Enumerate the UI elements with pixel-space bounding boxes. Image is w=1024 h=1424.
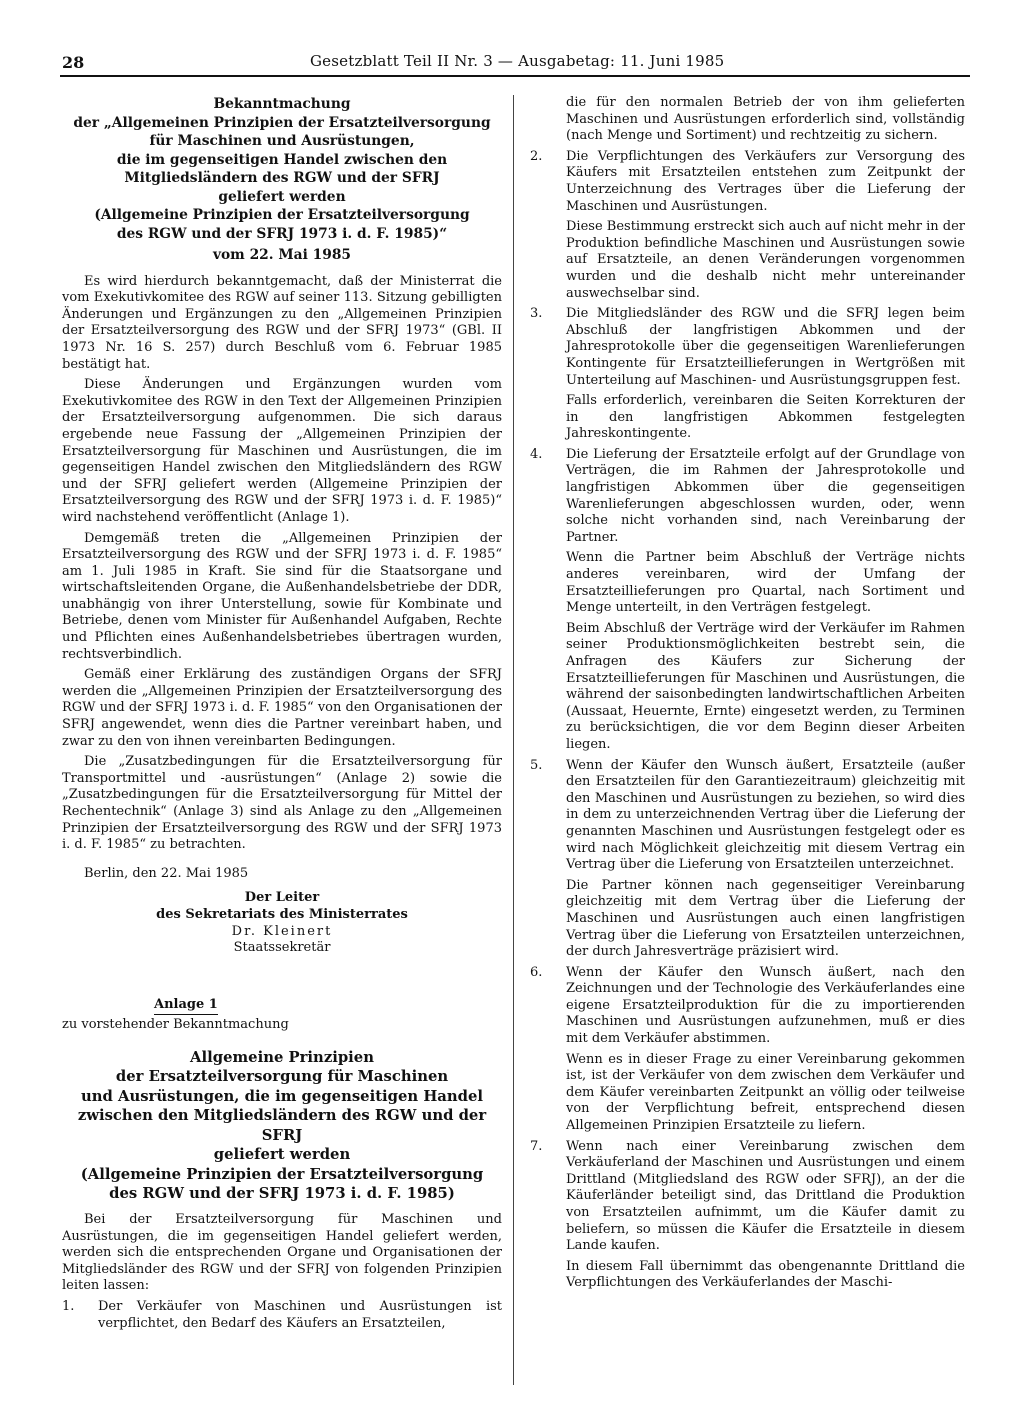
item-number: 1. [62,1298,75,1314]
title-line: für Maschinen und Ausrüstungen, [149,133,415,149]
right-column [530,95,965,1296]
item-number: 2. [530,148,543,164]
body-paragraph: Die „Zusatzbedingungen für die Ersatzteilversorgung für Transportmittel und -ausrüstungen“ (Anlage 2) sowie die „Zusatzbedingungen für die Ersatzteilversorgung für Mittel der Rechentechnik“ (Anlage 3) sind als Anlage zu den „Allgemeinen Prinzipien der Ersatzteilversorgung des RGW und der SFRJ 1973 i. d. F. 1985“ zu betrachten. [62,754,502,853]
running-head: Gesetzblatt Teil II Nr. 3 — Ausgabetag: 11. Juni 1985 [310,52,725,70]
title-line: Allgemeine Prinzipien [190,1048,374,1066]
announcement-title [62,95,502,243]
signature-office: des Sekretariats des Ministerrates [156,906,408,922]
numbered-item [530,447,965,547]
body-paragraph: Demgemäß treten die „Allgemeinen Prinzipien der Ersatzteilversorgung des RGW und der SFRJ 1973 i. d. F. 1985“ am 1. Juli 1985 in Kraft. Sie sind für die Staatsorgane und wirtschaftsleitenden Organe, die Außenhandelsbetriebe der DDR, unabhängig von ihrer Unterstellung, sowie für Kombinate und Betriebe, denen vom Minister für Außenhandel Aufgaben, Rechte und Pflichten eines Außenhandelsbetriebes übertragen wurden, rechtsverbindlich. [62,530,502,662]
title-line: geliefert werden [213,1146,351,1164]
item-continuation: Diese Bestimmung erstreckt sich auch auf nicht mehr in der Produktion befindliche Maschinen und Ausrüstungen sowie auf Ersatzteile, an denen Veränderungen vorgenommen wurden und die deshalb nicht mehr untereinander auswechselbar sind. [566,219,965,301]
column-divider [513,95,514,1385]
intro-paragraph: Bei der Ersatzteilversorgung für Maschinen und Ausrüstungen, die im gegenseitigen Handel geliefert werden, werden sich die entsprechenden Organe und Organisationen der Mitgliedsländer des RGW und der SFRJ von folgenden Prinzipien leiten lassen: [62,1211,502,1294]
signature-role: Staatssekretär [233,940,331,956]
item-text: Die Verpflichtungen des Verkäufers zur Versorgung des Käufers mit Ersatzteilen entstehen zum Zeitpunkt der Unterzeichnung des Vertrages über die Lieferung der Maschinen und Ausrüstungen. [566,148,965,214]
item-text: Wenn nach einer Vereinbarung zwischen dem Verkäuferland der Maschinen und Ausrüstungen und einem Drittland (Mitgliedsland des RGW oder SFRJ), an der die Käuferländer beteiligt sind, das Drittland die Produktion von Ersatzteilen aufnimmt, um die Käufer damit zu beliefern, so müssen die Käufer die Ersatzteile in diesem Lande kaufen. [566,1138,965,1254]
signature-block [62,890,502,956]
title-line: Mitgliedsländern des RGW und der SFRJ [124,170,440,186]
anlage-label [62,997,502,1014]
numbered-item [530,758,965,874]
header-rule [60,75,970,77]
item-continuation: Wenn die Partner beim Abschluß der Verträge nichts anderes vereinbaren, wird der Umfang der Ersatzteillieferungen pro Quartal, nach Sortiment und Menge unterteilt, in den Verträgen festgelegt. [566,550,965,616]
item-number: 4. [530,446,543,462]
item-text: Die Mitgliedsländer des RGW und die SFRJ legen beim Abschluß der langfristigen Abkommen und der Jahresprotokolle über die gegenseitigen Warenlieferungen Kontingente für Ersatzteillieferungen in Wertgrößen mit Unterteilung auf Maschinen- und Ausrüstungsgruppen fest. [566,306,965,388]
title-line: zwischen den Mitgliedsländern des RGW und der SFRJ [77,1107,487,1144]
left-column [62,95,502,1336]
title-line: Bekanntmachung [213,96,351,112]
numbered-item [62,1299,502,1332]
numbered-item [530,306,965,389]
title-line: des RGW und der SFRJ 1973 i. d. F. 1985) [109,1185,455,1203]
item-continuation: In diesem Fall übernimmt das obengenannte Drittland die Verpflichtungen des Verkäuferlandes der Maschi- [566,1258,965,1291]
item-continuation: Die Partner können nach gegenseitiger Vereinbarung gleichzeitig mit dem Vertrag über die Lieferung der Maschinen und Ausrüstungen auch einen langfristigen Vertrag über die Lieferung von Ersatzteilen unterzeichnen, der durch Jahresverträge präzisiert wird. [566,877,965,960]
numbered-item [530,149,965,215]
title-line: geliefert werden [218,188,346,205]
item-continuation: Falls erforderlich, vereinbaren die Seiten Korrekturen der in den langfristigen Abkommen festgelegten Jahreskontingente. [566,393,965,442]
item-text: Die Lieferung der Ersatzteile erfolgt auf der Grundlage von Verträgen, die im Rahmen der Jahresprotokolle und langfristigen Abkommen über die gegenseitigen Warenlieferungen abgeschlossen wurden, oder, wenn solche nicht vorhanden sind, nach Vereinbarung der Partner. [566,446,965,545]
numbered-item [530,1139,965,1255]
item-number: 6. [530,964,543,980]
body-paragraph: Es wird hierdurch bekanntgemacht, daß der Ministerrat die vom Exekutivkomitee des RGW auf seiner 113. Sitzung gebilligten Änderungen und Ergänzungen zu den „Allgemeinen Prinzipien der Ersatzteilversorgung des RGW und der SFRJ 1973“ (GBl. II 1973 Nr. 16 S. 257) durch Beschluß vom 6. Februar 1985 bestätigt hat. [62,273,502,372]
signature-title: Der Leiter [244,890,320,906]
title-line: des RGW und der SFRJ 1973 i. d. F. 1985)“ [116,225,448,242]
principles-title [62,1048,502,1204]
item-continuation: die für den normalen Betrieb der von ihm gelieferten Maschinen und Ausrüstungen erforderlich sind, vollständig (nach Menge und Sortiment) und rechtzeitig zu sichern. [566,95,965,144]
title-line: und Ausrüstungen, die im gegenseitigen Handel [80,1087,484,1105]
anlage-subtitle: zu vorstehender Bekanntmachung [62,1017,289,1033]
body-paragraph: Diese Änderungen und Ergänzungen wurden vom Exekutivkomitee des RGW in den Text der Allgemeinen Prinzipien der Ersatzteilversorgung aufgenommen. Die sich daraus ergebende neue Fassung der „Allgemeinen Prinzipien der Ersatzteilversorgung für Maschinen und Ausrüstungen, die im gegenseitigen Handel zwischen den Mitgliedsländern des RGW und der SFRJ geliefert werden (Allgemeine Prinzipien der Ersatzteilversorgung des RGW und der SFRJ 1973 i. d. F. 1985)“ wird nachstehend veröffentlicht (Anlage 1). [62,377,502,525]
title-line: der Ersatzteilversorgung für Maschinen [115,1068,449,1086]
page-number: 28 [62,53,85,72]
item-number: 3. [530,306,543,322]
item-continuation: Wenn es in dieser Frage zu einer Vereinbarung gekommen ist, ist der Verkäufer von dem zwischen dem Verkäufer und dem Käufer vereinbarten Zeitpunkt an völlig oder teilweise von der Verpflichtung befreit, entsprechend diesen Allgemeinen Prinzipien Ersatzteile zu liefern. [566,1051,965,1134]
numbered-item [530,965,965,1048]
title-line: die im gegenseitigen Handel zwischen den [116,151,448,168]
title-line: (Allgemeine Prinzipien der Ersatzteilversorgung [80,1165,484,1183]
item-number: 5. [530,757,543,773]
item-text: Der Verkäufer von Maschinen und Ausrüstungen ist verpflichtet, den Bedarf des Käufers an Ersatzteilen, [98,1298,502,1331]
title-line: der „Allgemeinen Prinzipien der Ersatzteilversorgung [73,114,491,131]
body-paragraph: Gemäß einer Erklärung des zuständigen Organs der SFRJ werden die „Allgemeinen Prinzipien der Ersatzteilversorgung des RGW und der SFRJ 1973 i. d. F. 1985“ von den Organisationen der SFRJ angewendet, wenn dies die Partner vereinbart haben, und zwar zu den von ihnen vereinbarten Bedingungen. [62,667,502,749]
item-text: Wenn der Käufer den Wunsch äußert, nach den Zeichnungen und der Technologie des Verkäuferlandes eine eigene Ersatzteilproduktion für die zu importierenden Maschinen und Ausrüstungen aufzunehmen, muß er dies mit dem Verkäufer abstimmen. [566,964,965,1047]
item-number: 7. [530,1138,543,1154]
item-text: Wenn der Käufer den Wunsch äußert, Ersatzteile (außer den Ersatzteilen für den Garantiezeitraum) gleichzeitig mit den Maschinen und Ausrüstungen zu beziehen, so wird dies in dem zu unterzeichnenden Vertrag über die Lieferung der genannten Maschinen und Ausrüstungen festgelegt oder es wird nach Möglichkeit gleichzeitig mit diesem Vertrag ein Vertrag über die Lieferung von Ersatzteilen unterzeichnet. [566,757,965,873]
place-date: Berlin, den 22. Mai 1985 [84,865,249,881]
title-line: (Allgemeine Prinzipien der Ersatzteilversorgung [94,207,470,223]
signature-name: Dr. Kleinert [231,923,333,939]
anlage-label-text: Anlage 1 [154,997,218,1015]
item-continuation: Beim Abschluß der Verträge wird der Verkäufer im Rahmen seiner Produktionsmöglichkeiten bestrebt sein, die Anfragen des Käufers zur Sicherung der Ersatzteillieferungen für Maschinen und Ausrüstungen, die während der saisonbedingten landwirtschaftlichen Arbeiten (Aussaat, Heuernte, Ernte) eingesetzt werden, zu Terminen zu berücksichtigen, die vor dem Beginn dieser Arbeiten liegen. [566,620,965,752]
announcement-date: vom 22. Mai 1985 [212,247,352,263]
